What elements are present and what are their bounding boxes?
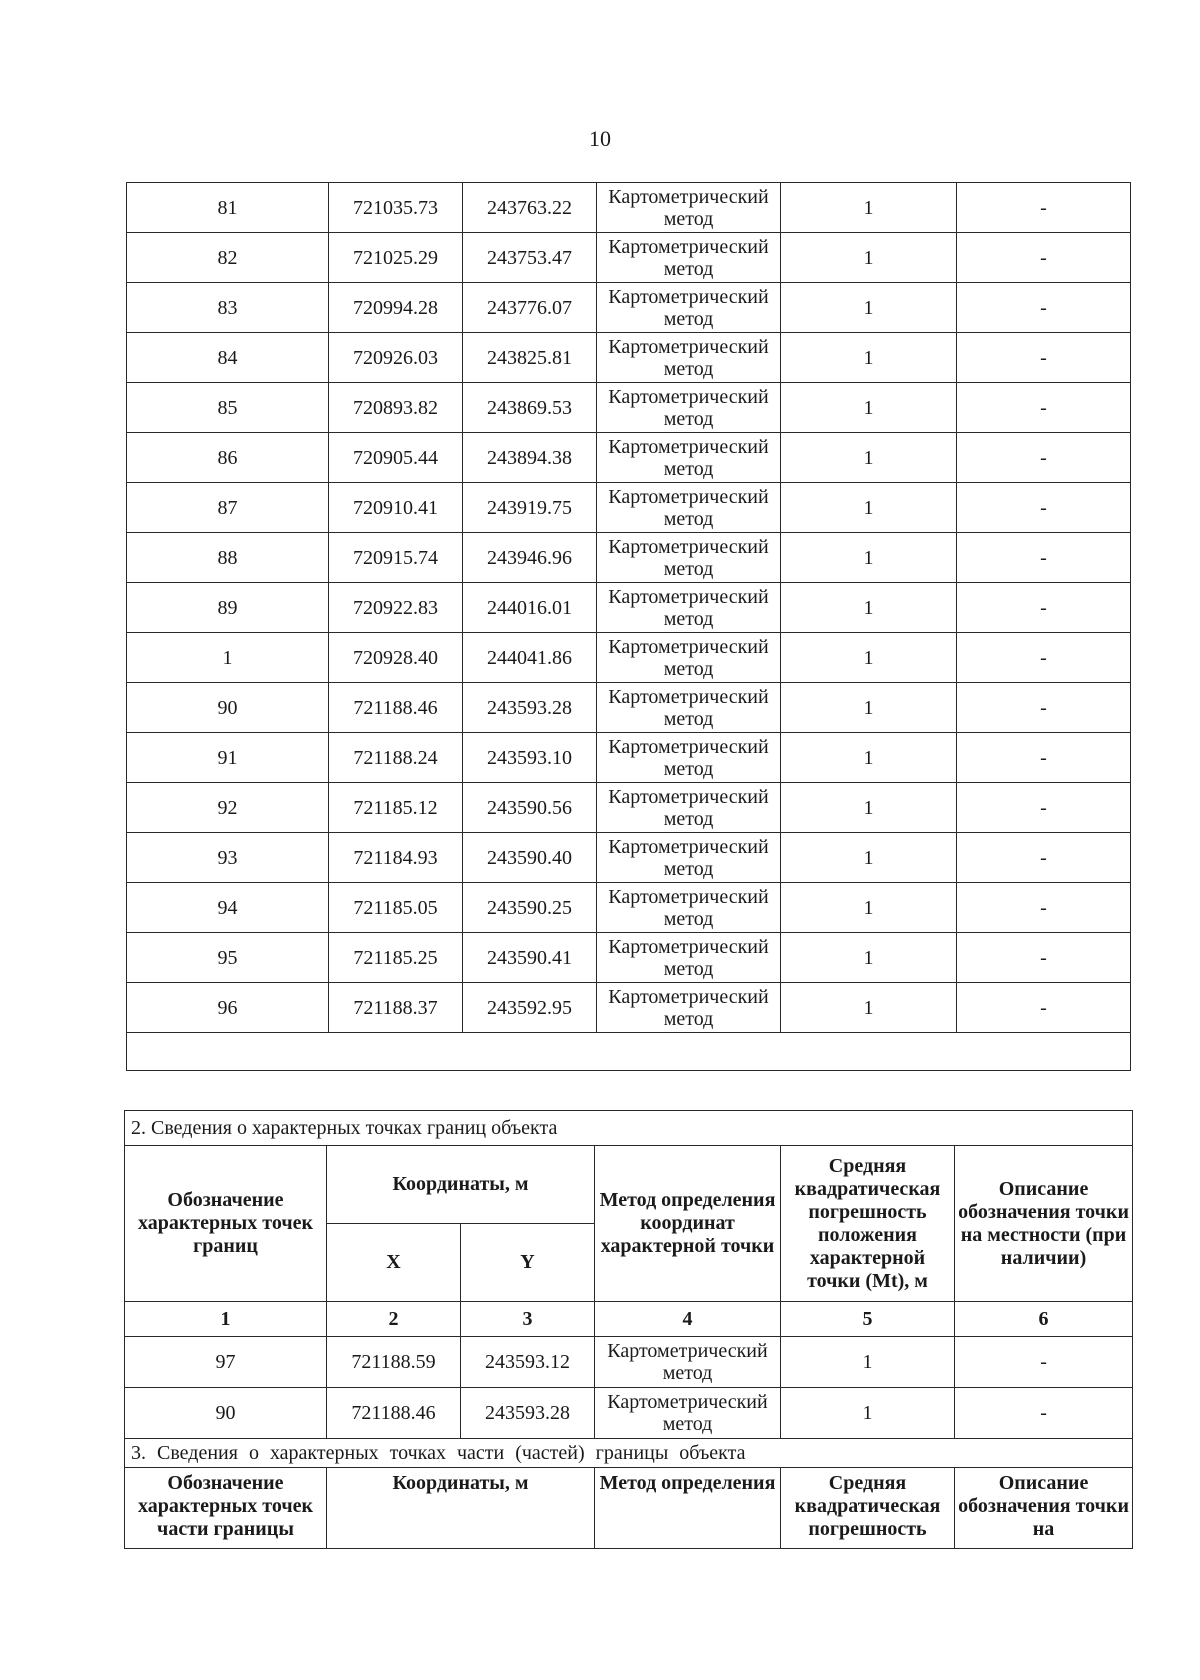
description: - xyxy=(957,283,1131,333)
table-row xyxy=(127,633,1131,683)
coord-y: 243590.56 xyxy=(463,783,597,833)
point-id: 97 xyxy=(125,1337,327,1388)
table-row xyxy=(125,1388,1133,1439)
description: - xyxy=(957,383,1131,433)
coord-y: 244041.86 xyxy=(463,633,597,683)
error-value: 1 xyxy=(781,1388,955,1439)
error-value: 1 xyxy=(781,483,957,533)
error-value: 1 xyxy=(781,1337,955,1388)
coord-x: 721025.29 xyxy=(329,233,463,283)
table-row xyxy=(127,833,1131,883)
coord-x: 720910.41 xyxy=(329,483,463,533)
method: Картометрический метод xyxy=(597,233,781,283)
table-row xyxy=(127,983,1131,1033)
method: Картометрический метод xyxy=(597,433,781,483)
page-number: 10 xyxy=(589,126,611,151)
point-id: 94 xyxy=(127,883,329,933)
coord-x: 720926.03 xyxy=(329,333,463,383)
coord-y: 243592.95 xyxy=(463,983,597,1033)
point-id: 90 xyxy=(125,1388,327,1439)
description: - xyxy=(957,733,1131,783)
error-value: 1 xyxy=(781,183,957,233)
method: Картометрический метод xyxy=(597,833,781,883)
column-number: 4 xyxy=(595,1302,781,1337)
coord-x: 721035.73 xyxy=(329,183,463,233)
point-id: 88 xyxy=(127,533,329,583)
table-row xyxy=(127,783,1131,833)
error-value: 1 xyxy=(781,383,957,433)
point-id: 92 xyxy=(127,783,329,833)
description: - xyxy=(957,783,1131,833)
point-id: 96 xyxy=(127,983,329,1033)
table-row xyxy=(127,433,1131,483)
description: - xyxy=(955,1388,1133,1439)
header-method: Метод определения координат характерной точки xyxy=(595,1146,781,1302)
method: Картометрический метод xyxy=(597,683,781,733)
coord-y: 243593.10 xyxy=(463,733,597,783)
method: Картометрический метод xyxy=(597,733,781,783)
point-id: 90 xyxy=(127,683,329,733)
coord-y: 243753.47 xyxy=(463,233,597,283)
header-designation: Обозначение характерных точек границ xyxy=(125,1146,327,1302)
table-row xyxy=(127,233,1131,283)
coord-y: 244016.01 xyxy=(463,583,597,633)
coord-y: 243593.28 xyxy=(461,1388,595,1439)
method: Картометрический метод xyxy=(595,1337,781,1388)
coord-x: 720994.28 xyxy=(329,283,463,333)
description: - xyxy=(957,983,1131,1033)
description: - xyxy=(957,233,1131,283)
table-row xyxy=(125,1337,1133,1388)
method: Картометрический метод xyxy=(597,533,781,583)
error-value: 1 xyxy=(781,983,957,1033)
coord-y: 243763.22 xyxy=(463,183,597,233)
error-value: 1 xyxy=(781,883,957,933)
method: Картометрический метод xyxy=(597,483,781,533)
boundary-points-section-table xyxy=(124,1110,1133,1549)
error-value: 1 xyxy=(781,783,957,833)
table-row xyxy=(127,533,1131,583)
description: - xyxy=(957,333,1131,383)
error-value: 1 xyxy=(781,733,957,783)
point-id: 91 xyxy=(127,733,329,783)
point-id: 84 xyxy=(127,333,329,383)
header-coordinates: Координаты, м xyxy=(327,1146,595,1224)
coord-y: 243894.38 xyxy=(463,433,597,483)
boundary-points-table-continued xyxy=(126,182,1131,1071)
method: Картометрический метод xyxy=(597,383,781,433)
header-description: Описание обозначения точки на местности (при наличии) xyxy=(955,1146,1133,1302)
section3-header-description: Описание обозначения точки на xyxy=(955,1468,1133,1549)
section3-title: 3. Сведения о характерных точках части (частей) границы объекта xyxy=(125,1439,1133,1468)
table-row xyxy=(127,383,1131,433)
method: Картометрический метод xyxy=(597,983,781,1033)
table-row xyxy=(127,333,1131,383)
error-value: 1 xyxy=(781,633,957,683)
description: - xyxy=(957,683,1131,733)
section3-header-method: Метод определения xyxy=(595,1468,781,1549)
error-value: 1 xyxy=(781,333,957,383)
coord-y: 243946.96 xyxy=(463,533,597,583)
empty-cell xyxy=(127,1033,1131,1071)
coord-x: 720893.82 xyxy=(329,383,463,433)
description: - xyxy=(957,533,1131,583)
coord-y: 243590.40 xyxy=(463,833,597,883)
method: Картометрический метод xyxy=(597,783,781,833)
column-number: 5 xyxy=(781,1302,955,1337)
description: - xyxy=(957,583,1131,633)
method: Картометрический метод xyxy=(597,183,781,233)
description: - xyxy=(957,433,1131,483)
section3-header-coordinates: Координаты, м xyxy=(327,1468,595,1549)
description: - xyxy=(957,833,1131,883)
point-id: 87 xyxy=(127,483,329,533)
coord-x: 721188.24 xyxy=(329,733,463,783)
description: - xyxy=(957,183,1131,233)
point-id: 93 xyxy=(127,833,329,883)
method: Картометрический метод xyxy=(595,1388,781,1439)
error-value: 1 xyxy=(781,583,957,633)
table-row xyxy=(127,183,1131,233)
point-id: 1 xyxy=(127,633,329,683)
method: Картометрический метод xyxy=(597,633,781,683)
header-x: X xyxy=(327,1224,461,1302)
description: - xyxy=(957,883,1131,933)
column-number: 6 xyxy=(955,1302,1133,1337)
error-value: 1 xyxy=(781,283,957,333)
method: Картометрический метод xyxy=(597,933,781,983)
coord-x: 721188.46 xyxy=(329,683,463,733)
method: Картометрический метод xyxy=(597,283,781,333)
column-number: 3 xyxy=(461,1302,595,1337)
coord-x: 720922.83 xyxy=(329,583,463,633)
column-number: 2 xyxy=(327,1302,461,1337)
description: - xyxy=(957,633,1131,683)
column-number: 1 xyxy=(125,1302,327,1337)
method: Картометрический метод xyxy=(597,333,781,383)
table-row xyxy=(127,883,1131,933)
point-id: 85 xyxy=(127,383,329,433)
description: - xyxy=(957,483,1131,533)
coord-x: 720928.40 xyxy=(329,633,463,683)
table-row xyxy=(127,483,1131,533)
description: - xyxy=(955,1337,1133,1388)
table-row xyxy=(127,683,1131,733)
point-id: 82 xyxy=(127,233,329,283)
method: Картометрический метод xyxy=(597,583,781,633)
point-id: 86 xyxy=(127,433,329,483)
error-value: 1 xyxy=(781,433,957,483)
table-row xyxy=(127,283,1131,333)
coord-x: 721188.46 xyxy=(327,1388,461,1439)
section2-title: 2. Сведения о характерных точках границ объекта xyxy=(125,1111,1133,1146)
section3-header-designation: Обозначение характерных точек части границы xyxy=(125,1468,327,1549)
coord-x: 721185.05 xyxy=(329,883,463,933)
coord-y: 243825.81 xyxy=(463,333,597,383)
point-id: 89 xyxy=(127,583,329,633)
method: Картометрический метод xyxy=(597,883,781,933)
coord-x: 721184.93 xyxy=(329,833,463,883)
table-row xyxy=(127,733,1131,783)
coord-y: 243919.75 xyxy=(463,483,597,533)
error-value: 1 xyxy=(781,683,957,733)
table-row xyxy=(127,933,1131,983)
coord-y: 243869.53 xyxy=(463,383,597,433)
coord-y: 243590.41 xyxy=(463,933,597,983)
error-value: 1 xyxy=(781,533,957,583)
coord-y: 243593.28 xyxy=(463,683,597,733)
coord-x: 720905.44 xyxy=(329,433,463,483)
empty-row xyxy=(127,1033,1131,1071)
point-id: 83 xyxy=(127,283,329,333)
coord-x: 721185.25 xyxy=(329,933,463,983)
error-value: 1 xyxy=(781,833,957,883)
coord-y: 243776.07 xyxy=(463,283,597,333)
description: - xyxy=(957,933,1131,983)
error-value: 1 xyxy=(781,933,957,983)
table-row xyxy=(127,583,1131,633)
point-id: 95 xyxy=(127,933,329,983)
coord-x: 720915.74 xyxy=(329,533,463,583)
header-y: Y xyxy=(461,1224,595,1302)
coord-y: 243593.12 xyxy=(461,1337,595,1388)
point-id: 81 xyxy=(127,183,329,233)
error-value: 1 xyxy=(781,233,957,283)
header-error: Средняя квадратическая погрешность положения характерной точки (Mt), м xyxy=(781,1146,955,1302)
coord-x: 721185.12 xyxy=(329,783,463,833)
section3-header-error: Средняя квадратическая погрешность xyxy=(781,1468,955,1549)
coord-x: 721188.37 xyxy=(329,983,463,1033)
coord-y: 243590.25 xyxy=(463,883,597,933)
coord-x: 721188.59 xyxy=(327,1337,461,1388)
